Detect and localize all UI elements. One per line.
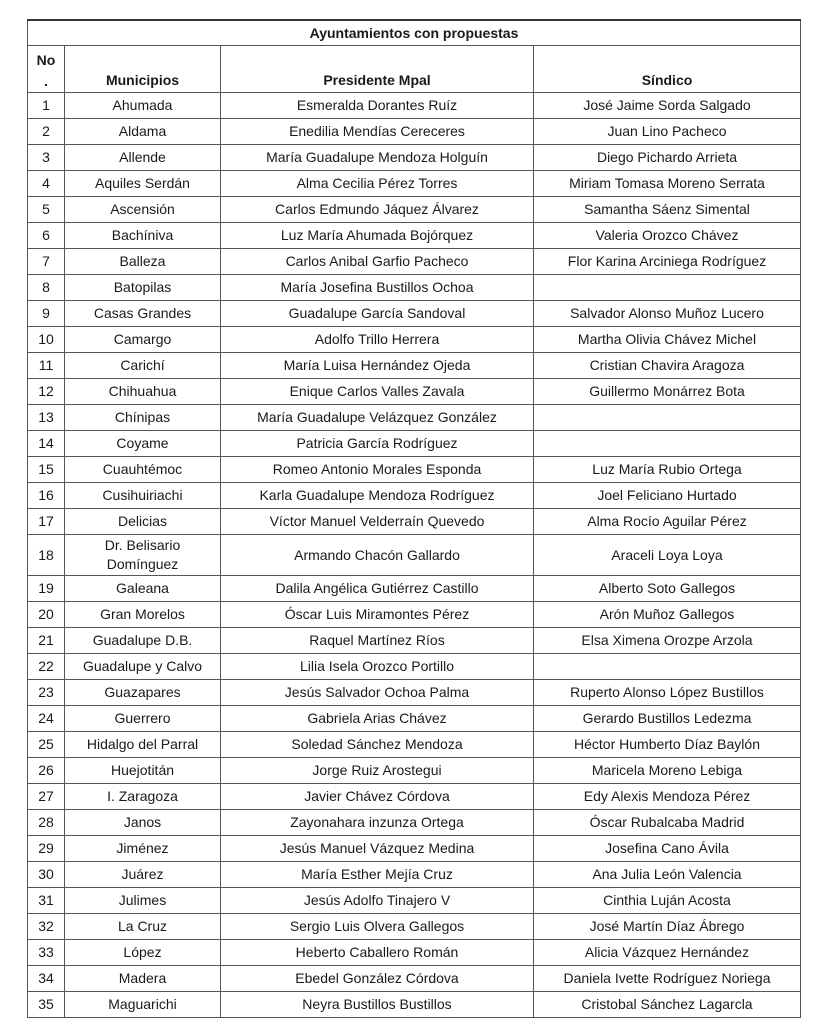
- cell-municipio: López: [65, 940, 221, 966]
- table-row: [28, 93, 801, 119]
- cell-sindico: Ana Julia León Valencia: [534, 862, 801, 888]
- cell-no: 35: [28, 992, 65, 1018]
- cell-sindico: Óscar Rubalcaba Madrid: [534, 810, 801, 836]
- table-row: [28, 353, 801, 379]
- cell-presidente: Armando Chacón Gallardo: [221, 535, 534, 576]
- table-row: [28, 431, 801, 457]
- table-header-row: [28, 46, 801, 93]
- cell-presidente: Sergio Luis Olvera Gallegos: [221, 914, 534, 940]
- cell-presidente: Jorge Ruiz Arostegui: [221, 758, 534, 784]
- table-row: [28, 888, 801, 914]
- cell-sindico: Ruperto Alonso López Bustillos: [534, 680, 801, 706]
- cell-municipio: Allende: [65, 145, 221, 171]
- cell-sindico: Flor Karina Arciniega Rodríguez: [534, 249, 801, 275]
- cell-sindico: Edy Alexis Mendoza Pérez: [534, 784, 801, 810]
- cell-presidente: Karla Guadalupe Mendoza Rodríguez: [221, 483, 534, 509]
- cell-sindico: Miriam Tomasa Moreno Serrata: [534, 171, 801, 197]
- cell-no: 22: [28, 654, 65, 680]
- table-row: [28, 654, 801, 680]
- cell-municipio: Guazapares: [65, 680, 221, 706]
- cell-no: 26: [28, 758, 65, 784]
- cell-sindico: Gerardo Bustillos Ledezma: [534, 706, 801, 732]
- cell-municipio: Balleza: [65, 249, 221, 275]
- cell-sindico: Guillermo Monárrez Bota: [534, 379, 801, 405]
- cell-municipio: Batopilas: [65, 275, 221, 301]
- cell-municipio: Gran Morelos: [65, 602, 221, 628]
- cell-sindico: [534, 431, 801, 457]
- cell-presidente: Soledad Sánchez Mendoza: [221, 732, 534, 758]
- cell-no: 31: [28, 888, 65, 914]
- table-body: [28, 93, 801, 1018]
- cell-municipio: Guadalupe D.B.: [65, 628, 221, 654]
- cell-presidente: Carlos Edmundo Jáquez Álvarez: [221, 197, 534, 223]
- cell-no: 32: [28, 914, 65, 940]
- table-row: [28, 732, 801, 758]
- cell-sindico: Juan Lino Pacheco: [534, 119, 801, 145]
- cell-municipio: Julimes: [65, 888, 221, 914]
- cell-no: 10: [28, 327, 65, 353]
- cell-no: 25: [28, 732, 65, 758]
- cell-municipio: Jiménez: [65, 836, 221, 862]
- cell-sindico: Alberto Soto Gallegos: [534, 576, 801, 602]
- cell-sindico: Josefina Cano Ávila: [534, 836, 801, 862]
- cell-presidente: Enedilia Mendías Cereceres: [221, 119, 534, 145]
- table-row: [28, 327, 801, 353]
- cell-municipio: Galeana: [65, 576, 221, 602]
- cell-presidente: Carlos Anibal Garfio Pacheco: [221, 249, 534, 275]
- cell-municipio: Camargo: [65, 327, 221, 353]
- cell-municipio: Casas Grandes: [65, 301, 221, 327]
- header-no-label: No .: [36, 52, 56, 89]
- cell-sindico: Cristian Chavira Aragoza: [534, 353, 801, 379]
- cell-presidente: María Esther Mejía Cruz: [221, 862, 534, 888]
- cell-no: 11: [28, 353, 65, 379]
- cell-presidente: Ebedel González Córdova: [221, 966, 534, 992]
- header-presidente: Presidente Mpal: [221, 46, 534, 93]
- cell-presidente: Romeo Antonio Morales Esponda: [221, 457, 534, 483]
- cell-no: 17: [28, 509, 65, 535]
- cell-municipio: Guadalupe y Calvo: [65, 654, 221, 680]
- cell-municipio: Madera: [65, 966, 221, 992]
- table-row: [28, 171, 801, 197]
- cell-presidente: Esmeralda Dorantes Ruíz: [221, 93, 534, 119]
- cell-sindico: Elsa Ximena Orozpe Arzola: [534, 628, 801, 654]
- cell-presidente: Javier Chávez Córdova: [221, 784, 534, 810]
- table-row: [28, 706, 801, 732]
- table-row: [28, 862, 801, 888]
- table-title-row: [28, 20, 801, 46]
- table-row: [28, 119, 801, 145]
- cell-municipio: Coyame: [65, 431, 221, 457]
- cell-municipio: Hidalgo del Parral: [65, 732, 221, 758]
- cell-municipio: Dr. Belisario Domínguez: [65, 535, 221, 576]
- cell-sindico: [534, 654, 801, 680]
- table-row: [28, 535, 801, 576]
- cell-municipio: La Cruz: [65, 914, 221, 940]
- cell-municipio: Cuauhtémoc: [65, 457, 221, 483]
- cell-no: 16: [28, 483, 65, 509]
- table-row: [28, 940, 801, 966]
- cell-presidente: María Guadalupe Velázquez González: [221, 405, 534, 431]
- cell-no: 7: [28, 249, 65, 275]
- cell-sindico: [534, 405, 801, 431]
- cell-no: 8: [28, 275, 65, 301]
- header-sindico: Síndico: [534, 46, 801, 93]
- cell-sindico: Cinthia Luján Acosta: [534, 888, 801, 914]
- cell-no: 34: [28, 966, 65, 992]
- cell-presidente: Neyra Bustillos Bustillos: [221, 992, 534, 1018]
- cell-presidente: María Guadalupe Mendoza Holguín: [221, 145, 534, 171]
- cell-sindico: [534, 275, 801, 301]
- cell-no: 5: [28, 197, 65, 223]
- cell-sindico: Luz María Rubio Ortega: [534, 457, 801, 483]
- table-row: [28, 758, 801, 784]
- header-no: [28, 46, 65, 93]
- cell-no: 9: [28, 301, 65, 327]
- cell-sindico: Maricela Moreno Lebiga: [534, 758, 801, 784]
- cell-municipio: Janos: [65, 810, 221, 836]
- table-row: [28, 992, 801, 1018]
- table-row: [28, 249, 801, 275]
- cell-sindico: Cristobal Sánchez Lagarcla: [534, 992, 801, 1018]
- cell-municipio: Bachíniva: [65, 223, 221, 249]
- cell-municipio: Cusihuiriachi: [65, 483, 221, 509]
- cell-municipio: Delicias: [65, 509, 221, 535]
- cell-municipio: Aldama: [65, 119, 221, 145]
- cell-no: 2: [28, 119, 65, 145]
- cell-municipio: Ascensión: [65, 197, 221, 223]
- cell-presidente: Jesús Adolfo Tinajero V: [221, 888, 534, 914]
- cell-sindico: Daniela Ivette Rodríguez Noriega: [534, 966, 801, 992]
- cell-presidente: Heberto Caballero Román: [221, 940, 534, 966]
- cell-presidente: Jesús Salvador Ochoa Palma: [221, 680, 534, 706]
- cell-no: 6: [28, 223, 65, 249]
- table-row: [28, 966, 801, 992]
- cell-municipio: Aquiles Serdán: [65, 171, 221, 197]
- cell-municipio: Maguarichi: [65, 992, 221, 1018]
- cell-presidente: Óscar Luis Miramontes Pérez: [221, 602, 534, 628]
- cell-municipio: I. Zaragoza: [65, 784, 221, 810]
- table-row: [28, 914, 801, 940]
- cell-municipio: Ahumada: [65, 93, 221, 119]
- cell-no: 19: [28, 576, 65, 602]
- cell-presidente: Luz María Ahumada Bojórquez: [221, 223, 534, 249]
- cell-sindico: José Martín Díaz Ábrego: [534, 914, 801, 940]
- cell-sindico: Arón Muñoz Gallegos: [534, 602, 801, 628]
- table-row: [28, 197, 801, 223]
- cell-sindico: Alicia Vázquez Hernández: [534, 940, 801, 966]
- cell-sindico: Samantha Sáenz Simental: [534, 197, 801, 223]
- cell-no: 27: [28, 784, 65, 810]
- table-row: [28, 301, 801, 327]
- table-row: [28, 457, 801, 483]
- cell-no: 4: [28, 171, 65, 197]
- table-row: [28, 628, 801, 654]
- table-row: [28, 602, 801, 628]
- table-row: [28, 680, 801, 706]
- table-row: [28, 223, 801, 249]
- cell-no: 15: [28, 457, 65, 483]
- cell-municipio: Huejotitán: [65, 758, 221, 784]
- cell-no: 28: [28, 810, 65, 836]
- cell-no: 24: [28, 706, 65, 732]
- cell-municipio: Carichí: [65, 353, 221, 379]
- cell-no: 33: [28, 940, 65, 966]
- cell-presidente: Zayonahara inzunza Ortega: [221, 810, 534, 836]
- cell-presidente: Raquel Martínez Ríos: [221, 628, 534, 654]
- cell-sindico: Alma Rocío Aguilar Pérez: [534, 509, 801, 535]
- cell-presidente: Lilia Isela Orozco Portillo: [221, 654, 534, 680]
- cell-sindico: Héctor Humberto Díaz Baylón: [534, 732, 801, 758]
- cell-presidente: Guadalupe García Sandoval: [221, 301, 534, 327]
- table-row: [28, 379, 801, 405]
- cell-presidente: Víctor Manuel Velderraín Quevedo: [221, 509, 534, 535]
- table-title: Ayuntamientos con propuestas: [28, 20, 801, 46]
- cell-no: 29: [28, 836, 65, 862]
- cell-sindico: Diego Pichardo Arrieta: [534, 145, 801, 171]
- cell-sindico: Martha Olivia Chávez Michel: [534, 327, 801, 353]
- cell-presidente: Enique Carlos Valles Zavala: [221, 379, 534, 405]
- header-municipios: Municipios: [65, 46, 221, 93]
- cell-presidente: María Josefina Bustillos Ochoa: [221, 275, 534, 301]
- cell-presidente: Alma Cecilia Pérez Torres: [221, 171, 534, 197]
- cell-presidente: Adolfo Trillo Herrera: [221, 327, 534, 353]
- cell-presidente: Patricia García Rodríguez: [221, 431, 534, 457]
- cell-presidente: Dalila Angélica Gutiérrez Castillo: [221, 576, 534, 602]
- table-row: [28, 405, 801, 431]
- table-row: [28, 483, 801, 509]
- cell-no: 20: [28, 602, 65, 628]
- cell-sindico: Araceli Loya Loya: [534, 535, 801, 576]
- table-row: [28, 810, 801, 836]
- ayuntamientos-table: [27, 19, 801, 1018]
- cell-no: 18: [28, 535, 65, 576]
- table-row: [28, 275, 801, 301]
- cell-presidente: Jesús Manuel Vázquez Medina: [221, 836, 534, 862]
- table-row: [28, 784, 801, 810]
- table-row: [28, 836, 801, 862]
- cell-sindico: Joel Feliciano Hurtado: [534, 483, 801, 509]
- cell-sindico: Valeria Orozco Chávez: [534, 223, 801, 249]
- cell-presidente: María Luisa Hernández Ojeda: [221, 353, 534, 379]
- cell-no: 14: [28, 431, 65, 457]
- cell-sindico: Salvador Alonso Muñoz Lucero: [534, 301, 801, 327]
- cell-presidente: Gabriela Arias Chávez: [221, 706, 534, 732]
- cell-no: 30: [28, 862, 65, 888]
- cell-sindico: José Jaime Sorda Salgado: [534, 93, 801, 119]
- cell-no: 21: [28, 628, 65, 654]
- cell-no: 3: [28, 145, 65, 171]
- cell-no: 12: [28, 379, 65, 405]
- cell-municipio: Juárez: [65, 862, 221, 888]
- table-row: [28, 145, 801, 171]
- cell-municipio: Chínipas: [65, 405, 221, 431]
- cell-no: 13: [28, 405, 65, 431]
- cell-municipio: Guerrero: [65, 706, 221, 732]
- table-row: [28, 576, 801, 602]
- table-row: [28, 509, 801, 535]
- cell-no: 1: [28, 93, 65, 119]
- cell-no: 23: [28, 680, 65, 706]
- cell-municipio: Chihuahua: [65, 379, 221, 405]
